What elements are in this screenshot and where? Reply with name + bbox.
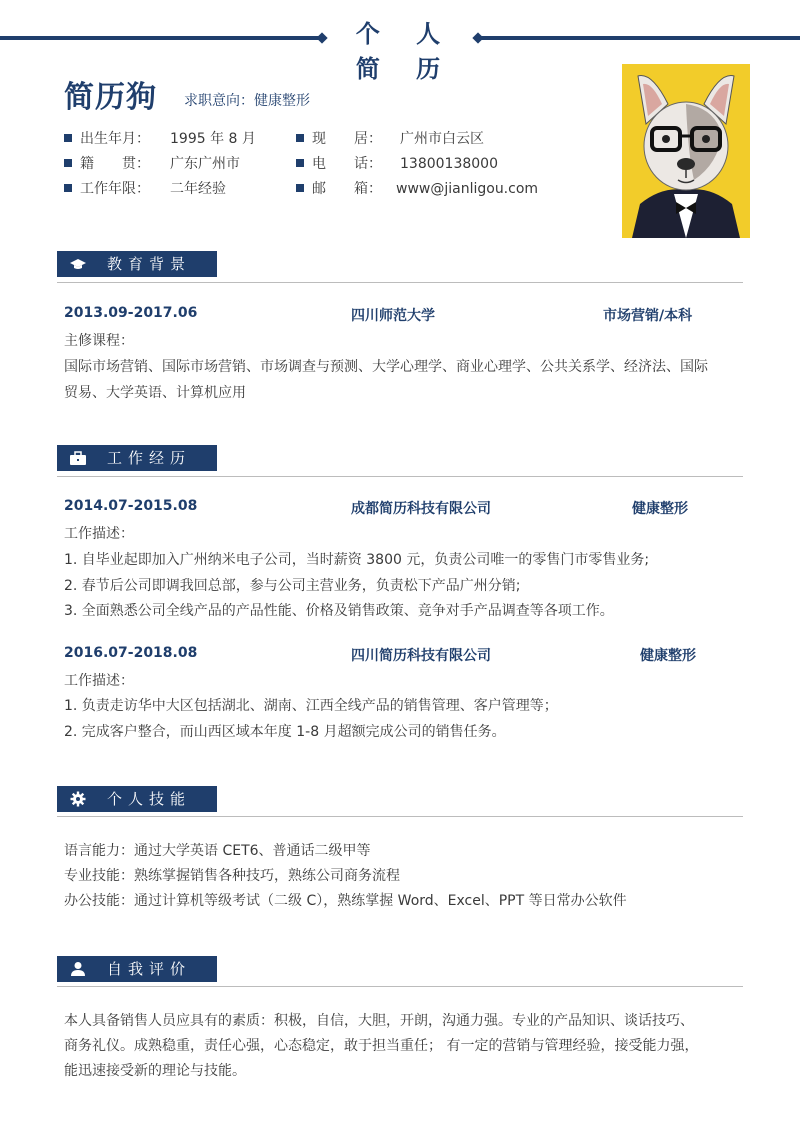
job-company: 成都简历科技有限公司 (351, 501, 491, 517)
job-desc-label: 工作描述： (64, 673, 134, 689)
job-desc-item: 2. 春节后公司即调我回总部，参与公司主营业务，负责松下产品广州分销; (64, 578, 521, 594)
job-company: 四川简历科技有限公司 (351, 648, 491, 664)
self-eval-line: 本人具备销售人员应具有的素质：积极，自信，大胆，开朗，沟通力强。专业的产品知识、谈话技巧、 (64, 1013, 694, 1029)
bullet-square (296, 159, 304, 167)
self-eval-line: 商务礼仪。成熟稳重，责任心强，心态稳定，敢于担当重任； 有一定的营销与管理经验，接受能力强， (64, 1038, 699, 1054)
edu-courses-line: 贸易、大学英语、计算机应用 (64, 385, 246, 401)
info-value: 13800138000 (400, 156, 498, 172)
edu-major: 市场营销/本科 (603, 308, 693, 324)
info-birth (64, 129, 294, 149)
info-years (64, 179, 294, 199)
bullet-square (64, 134, 72, 142)
section-header-work (57, 445, 217, 471)
job-date: 2016.07-2018.08 (64, 645, 198, 661)
section-divider (57, 986, 743, 987)
info-origin (64, 154, 294, 174)
section-divider (57, 476, 743, 477)
info-label: 籍 贯： (80, 156, 150, 172)
job-desc-label: 工作描述： (64, 526, 134, 542)
graduation-cap-icon (69, 256, 87, 272)
section-header-self-eval (57, 956, 217, 982)
dog-portrait-illustration (622, 64, 750, 238)
skill-item: 专业技能：熟练掌握销售各种技巧，熟练公司商务流程 (64, 868, 400, 884)
person-icon (69, 961, 87, 977)
gear-icon (69, 791, 87, 807)
bullet-square (64, 159, 72, 167)
job-desc-item: 1. 自毕业起即加入广州纳米电子公司，当时薪资 3800 元，负责公司唯一的零售门市零售业务; (64, 552, 650, 568)
job-desc-item: 1. 负责走访华中大区包括湖北、湖南、江西全线产品的销售管理、客户管理等； (64, 698, 558, 714)
info-value: 广东广州市 (170, 156, 240, 172)
self-eval-line: 能迅速接受新的理论与技能。 (64, 1063, 246, 1079)
section-title: 个人技能 (107, 790, 192, 808)
title-rule-right (480, 36, 800, 40)
info-label: 电 话： (312, 156, 382, 172)
skill-item: 语言能力：通过大学英语 CET6、普通话二级甲等 (64, 843, 371, 859)
section-divider (57, 816, 743, 817)
job-desc-item: 3. 全面熟悉公司全线产品的产品性能、价格及销售政策、竞争对手产品调查等各项工作。 (64, 603, 614, 619)
info-label: 出生年月： (80, 131, 150, 147)
info-label: 现 居： (312, 131, 382, 147)
skill-item: 办公技能：通过计算机等级考试（二级 C），熟练掌握 Word、Excel、PPT 等日常办公软件 (64, 893, 627, 909)
info-label: 工作年限： (80, 181, 150, 197)
info-value: 广州市白云区 (400, 131, 484, 147)
info-email (296, 179, 596, 199)
bullet-square (296, 184, 304, 192)
profile-photo (622, 64, 750, 238)
section-header-skills (57, 786, 217, 812)
bullet-square (64, 184, 72, 192)
page-title: 个 人 简 历 (355, 20, 455, 83)
info-value: 二年经验 (170, 181, 226, 197)
info-label: 邮 箱： (312, 181, 382, 197)
info-residence (296, 129, 596, 149)
job-intent: 求职意向：健康整形 (184, 93, 310, 109)
edu-courses-label: 主修课程： (64, 333, 134, 349)
bullet-square (296, 134, 304, 142)
section-title: 工作经历 (107, 449, 192, 467)
section-divider (57, 282, 743, 283)
briefcase-icon (69, 450, 87, 466)
info-value: www@jianligou.com (396, 181, 539, 197)
edu-courses-line: 国际市场营销、国际市场营销、市场调查与预测、大学心理学、商业心理学、公共关系学、经济法、国际 (64, 359, 708, 375)
title-diamond-right (472, 32, 483, 43)
section-title: 教育背景 (107, 255, 192, 273)
job-position: 健康整形 (632, 501, 688, 517)
title-diamond-left (316, 32, 327, 43)
section-title: 自我评价 (107, 960, 192, 978)
job-desc-item: 2. 完成客户整合，而山西区域本年度 1-8 月超额完成公司的销售任务。 (64, 724, 506, 740)
edu-school: 四川师范大学 (351, 308, 435, 324)
job-position: 健康整形 (640, 648, 696, 664)
section-header-education (57, 251, 217, 277)
edu-date: 2013.09-2017.06 (64, 305, 198, 321)
job-date: 2014.07-2015.08 (64, 498, 198, 514)
info-value: 1995 年 8 月 (170, 131, 256, 147)
title-rule-left (0, 36, 320, 40)
info-phone (296, 154, 596, 174)
candidate-name: 简历狗 (64, 80, 157, 115)
